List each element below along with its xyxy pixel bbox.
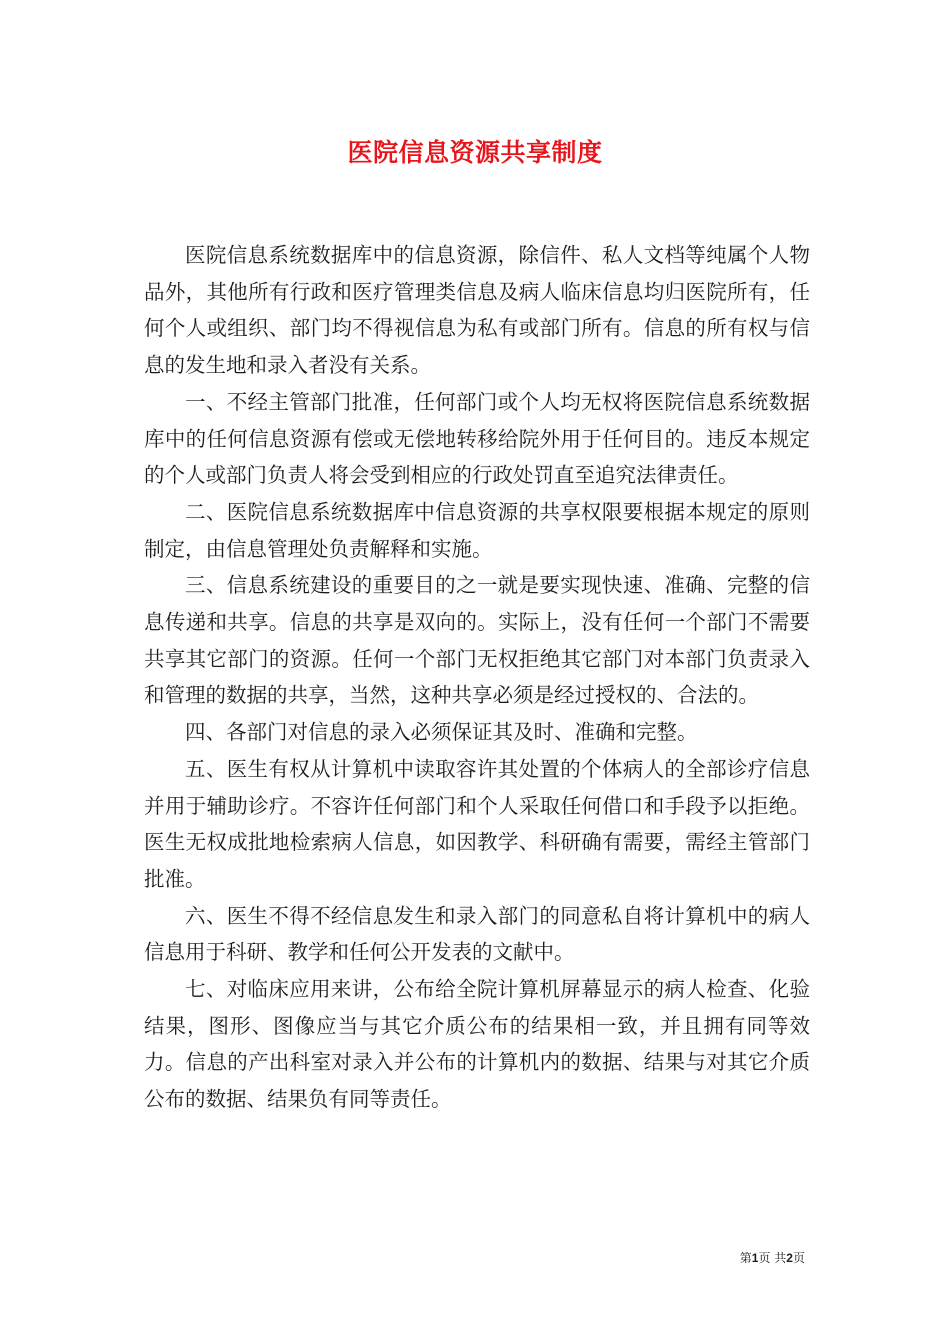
footer-current-page: 1: [751, 1251, 759, 1265]
paragraph-rule-2: 二、医院信息系统数据库中信息资源的共享权限要根据本规定的原则制定，由信息管理处负责解释和实施。: [144, 499, 810, 561]
footer-suffix: 页: [792, 1251, 805, 1265]
paragraph-rule-1: 一、不经主管部门批准，任何部门或个人均无权将医院信息系统数据库中的任何信息资源有偿或无偿地转移给院外用于任何目的。违反本规定的个人或部门负责人将会受到相应的行政处罚直至追究法律责任。: [144, 389, 810, 488]
footer-total-pages: 2: [786, 1251, 793, 1265]
page-footer: [740, 1249, 805, 1266]
footer-prefix: 第: [739, 1251, 752, 1265]
paragraph-intro: 医院信息系统数据库中的信息资源，除信件、私人文档等纯属个人物品外，其他所有行政和医疗管理类信息及病人临床信息均归医院所有，任何个人或组织、部门均不得视信息为私有或部门所有。信息的所有权与信息的发生地和录入者没有关系。: [144, 243, 810, 378]
paragraph-rule-4: 四、各部门对信息的录入必须保证其及时、准确和完整。: [185, 720, 698, 745]
paragraph-rule-3: 三、信息系统建设的重要目的之一就是要实现快速、准确、完整的信息传递和共享。信息的共享是双向的。实际上，没有任何一个部门不需要共享其它部门的资源。任何一个部门无权拒绝其它部门对本部门负责录入和管理的数据的共享，当然，这种共享必须是经过授权的、合法的。: [144, 573, 810, 708]
paragraph-rule-5: 五、医生有权从计算机中读取容许其处置的个体病人的全部诊疗信息并用于辅助诊疗。不容许任何部门和个人采取任何借口和手段予以拒绝。医生无权成批地检索病人信息，如因教学、科研确有需要，需经主管部门批准。: [144, 756, 810, 891]
paragraph-rule-7: 七、对临床应用来讲，公布给全院计算机屏幕显示的病人检查、化验结果，图形、图像应当与其它介质公布的结果相一致，并且拥有同等效力。信息的产出科室对录入并公布的计算机内的数据、结果与对其它介质公布的数据、结果负有同等责任。: [144, 977, 810, 1112]
page-title: 医院信息资源共享制度: [347, 138, 603, 167]
paragraph-rule-6: 六、医生不得不经信息发生和录入部门的同意私自将计算机中的病人信息用于科研、教学和任何公开发表的文献中。: [144, 903, 810, 965]
footer-middle: 页 共: [758, 1251, 787, 1265]
document-body: [144, 237, 810, 1118]
